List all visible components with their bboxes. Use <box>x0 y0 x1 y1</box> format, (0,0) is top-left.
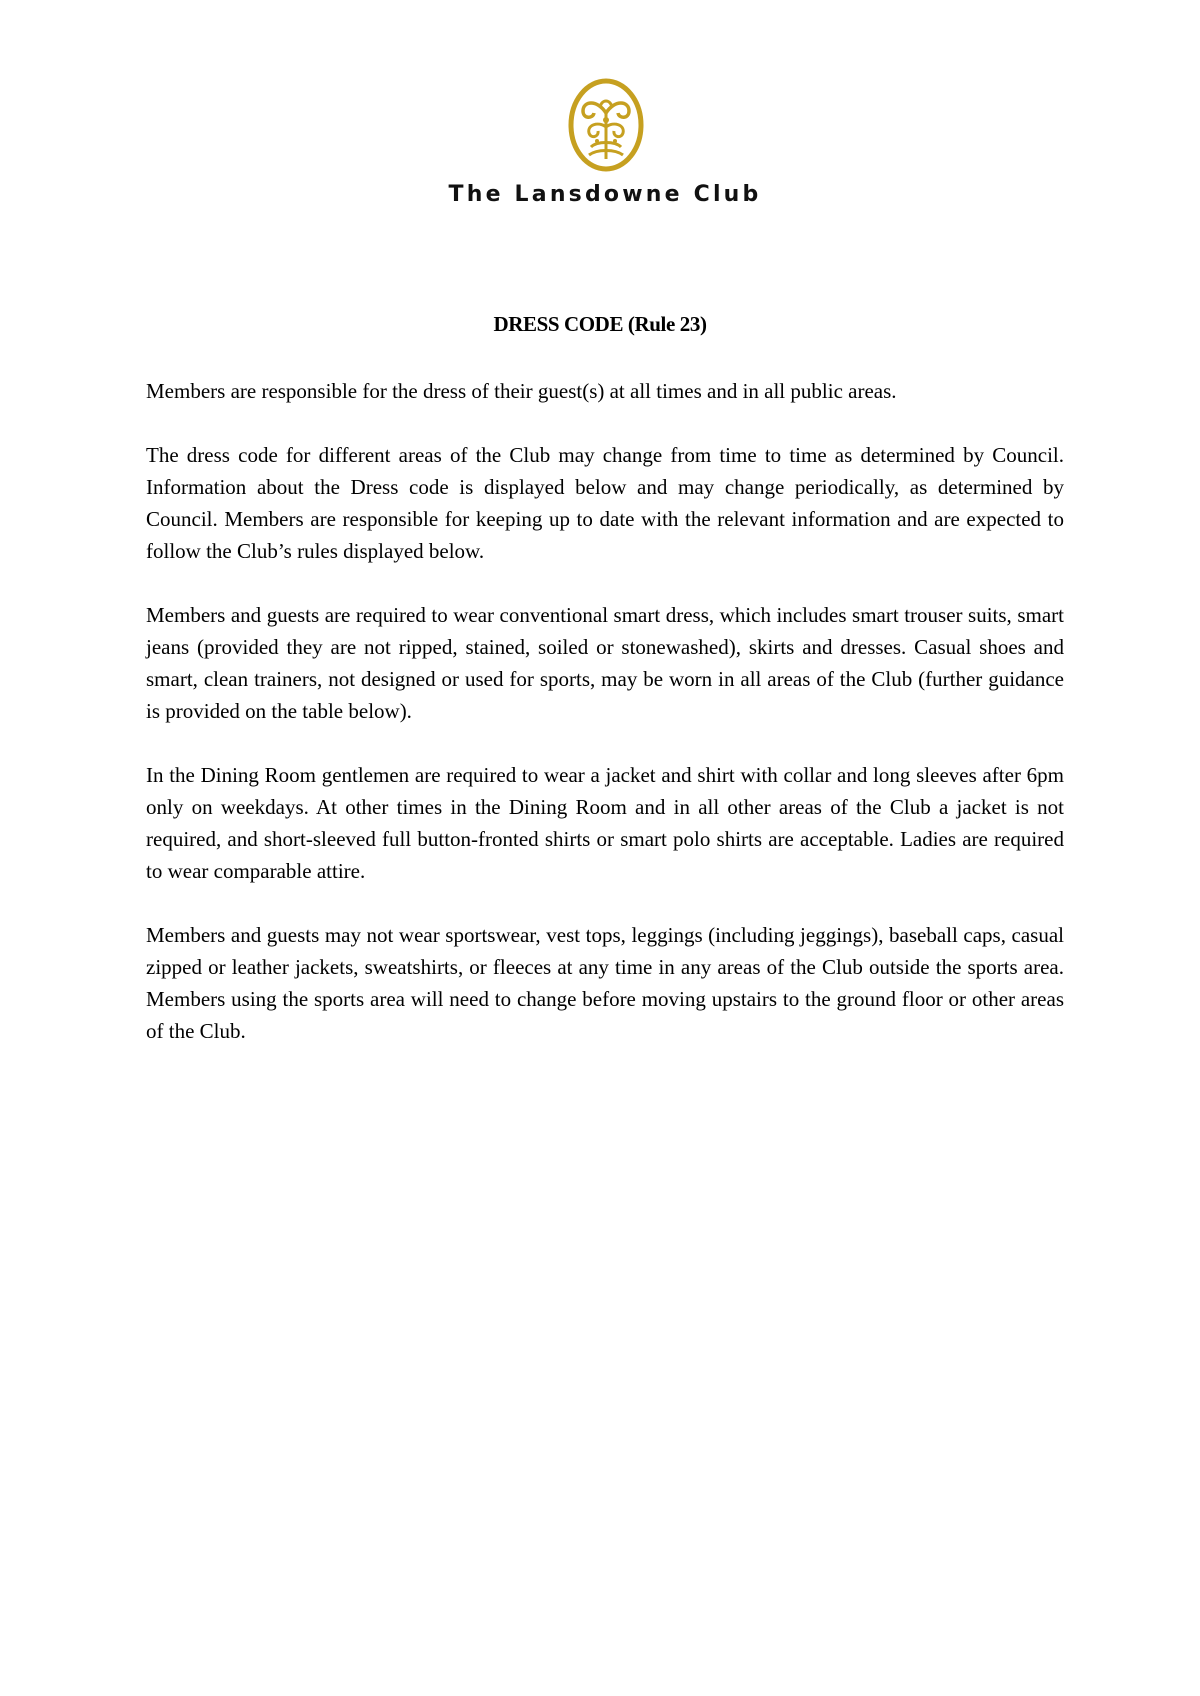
paragraph-dining-room: In the Dining Room gentlemen are required to wear a jacket and shirt with collar and long sleeves after 6pm only on weekdays. At other times in the Dining Room and in all other areas of the Club a jacket is not required, and short-sleeved full button-fronted shirts or smart polo shirts are acceptable. Ladies are required to wear comparable attire. <box>146 763 1064 883</box>
paragraph-prohibited-items: Members and guests may not wear sportswear, vest tops, leggings (including jeggings), baseball caps, casual zipped or leather jackets, sweatshirts, or fleeces at any time in any areas of the Club outside the sports area. Members using the sports area will need to change before moving upstairs to the ground floor or other areas of the Club. <box>146 923 1064 1043</box>
document-title: DRESS CODE (Rule 23) <box>493 312 707 336</box>
paragraph-guest-responsibility: Members are responsible for the dress of their guest(s) at all times and in all public areas. <box>146 379 897 403</box>
lansdowne-crest-icon <box>567 77 645 173</box>
paragraph-smart-dress: Members and guests are required to wear conventional smart dress, which includes smart trouser suits, smart jeans (provided they are not ripped, stained, soiled or stonewashed), skirts and dresses. Casual shoes and smart, clean trainers, not designed or used for sports, may be worn in all areas of the Club (further guidance is provided on the table below). <box>146 603 1064 723</box>
document-body <box>146 375 1064 1079</box>
club-name: The Lansdowne Club <box>448 182 762 207</box>
paragraph-dress-code-changes: The dress code for different areas of the Club may change from time to time as determined by Council. Information about the Dress code is displayed below and may change periodically, as determined by Council. Members are responsible for keeping up to date with the relevant information and are expected to follow the Club’s rules displayed below. <box>146 443 1064 563</box>
